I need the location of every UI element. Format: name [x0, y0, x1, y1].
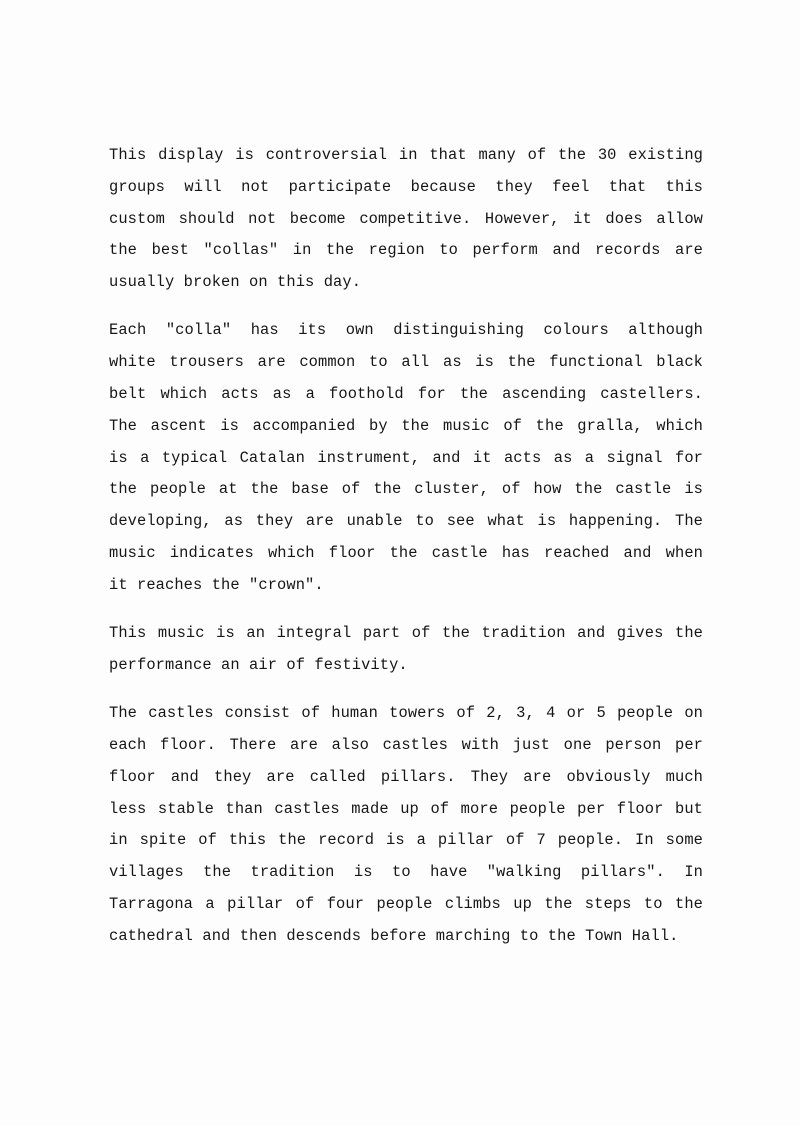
text-line: less stable than castles made up of more people per floor but [109, 799, 703, 818]
text-line: cathedral and then descends before marching to the Town Hall. [109, 926, 679, 945]
document-body [109, 140, 703, 953]
text-line: performance an air of festivity. [109, 655, 408, 674]
text-line: it reaches the "crown". [109, 575, 324, 594]
text-line: The ascent is accompanied by the music of the gralla, which [109, 416, 703, 435]
text-line: each floor. There are also castles with just one person per [109, 736, 703, 755]
paragraph-gap [109, 299, 703, 316]
text-line: This music is an integral part of the tradition and gives the [109, 624, 703, 643]
text-line: Tarragona a pillar of four people climbs up the steps to the [109, 895, 703, 914]
text-line: the people at the base of the cluster, of how the castle is [109, 480, 703, 499]
text-line: music indicates which floor the castle has reached and when [109, 544, 703, 563]
text-line: usually broken on this day. [109, 273, 362, 292]
text-line: The castles consist of human towers of 2, 3, 4 or 5 people on [109, 704, 703, 723]
text-line: developing, as they are unable to see what is happening. The [109, 512, 703, 531]
text-line: in spite of this the record is a pillar of 7 people. In some [109, 831, 703, 850]
text-line: the best "collas" in the region to perform and records are [109, 241, 703, 260]
paragraph-gap [109, 602, 703, 619]
text-line: is a typical Catalan instrument, and it acts as a signal for [109, 448, 703, 467]
text-line: white trousers are common to all as is the functional black [109, 353, 703, 372]
text-line: custom should not become competitive. However, it does allow [109, 209, 703, 228]
text-line: Each "colla" has its own distinguishing colours although [109, 321, 703, 340]
text-line: villages the tradition is to have "walking pillars". In [109, 863, 703, 882]
paragraph-gap [109, 682, 703, 699]
text-line: floor and they are called pillars. They are obviously much [109, 767, 703, 786]
text-line: belt which acts as a foothold for the ascending castellers. [109, 385, 703, 404]
text-line: groups will not participate because they feel that this [109, 177, 703, 196]
text-line: This display is controversial in that many of the 30 existing [109, 146, 703, 164]
